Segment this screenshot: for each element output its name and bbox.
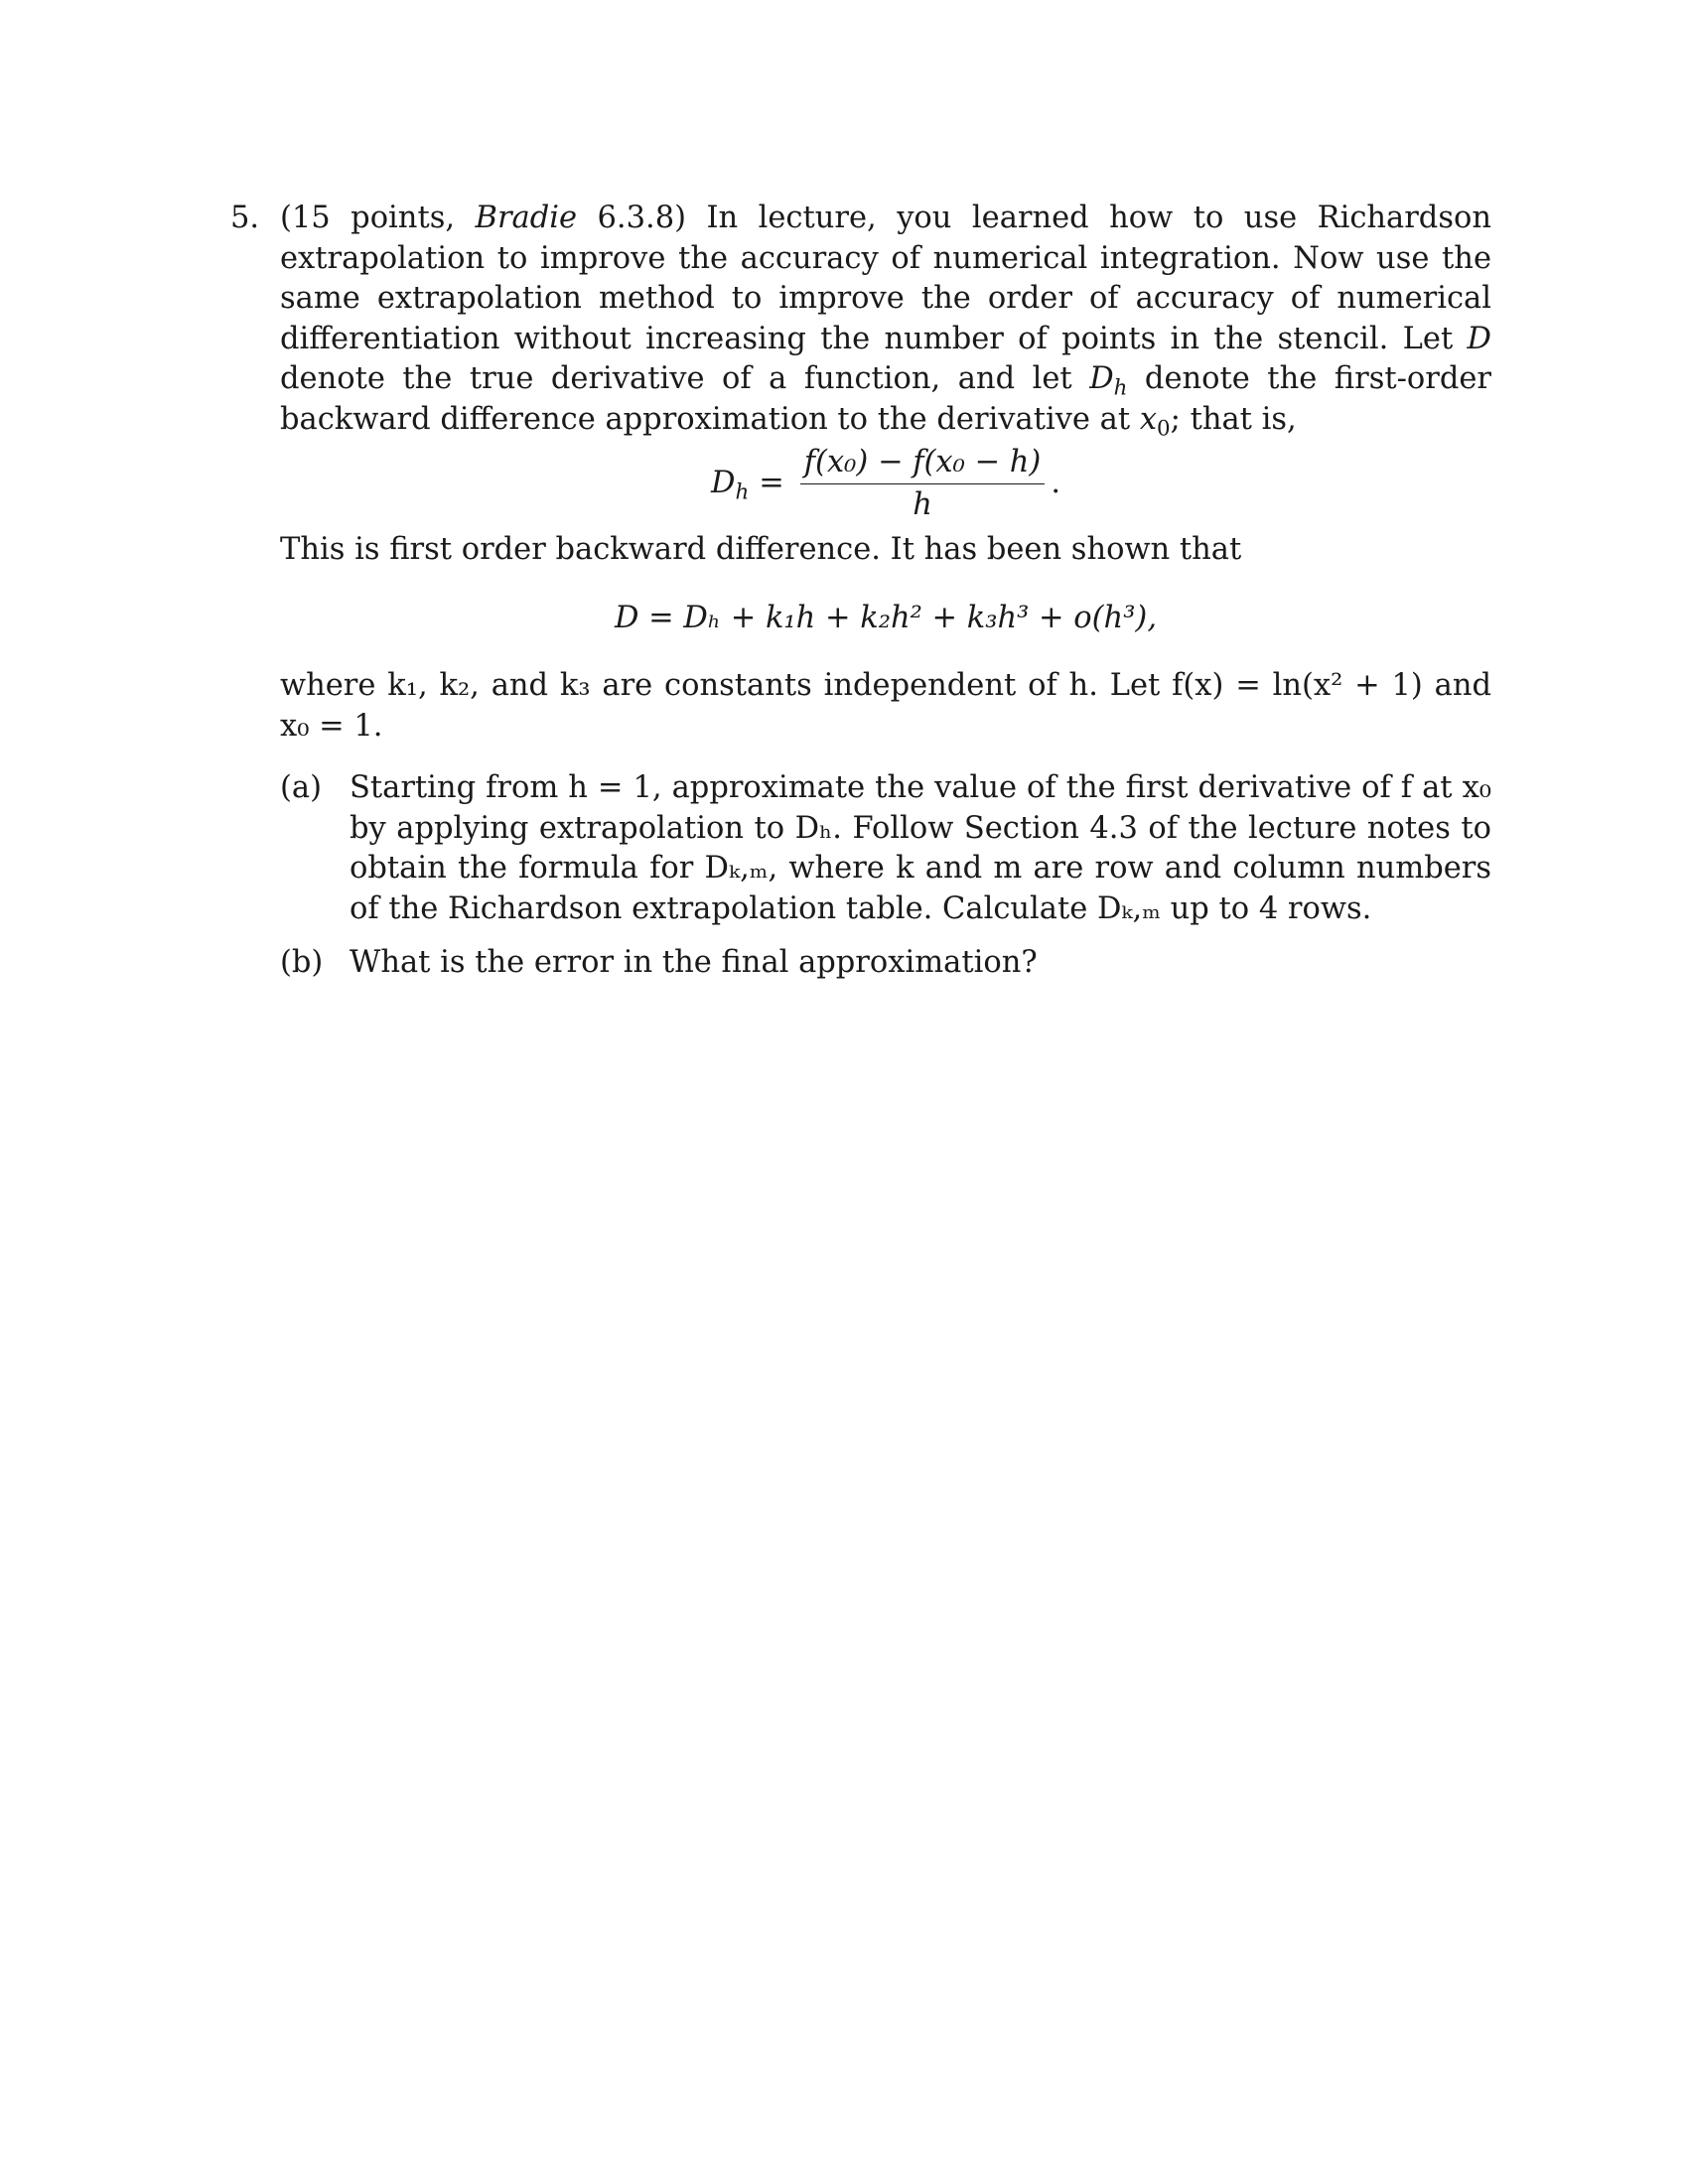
sentence-6: where k₁, k₂, and k₃ are constants independent of h. Let f(x) = ln(x² + 1) and x₀ = 1.	[280, 668, 1491, 744]
problem-parts	[280, 768, 1491, 984]
sentence-3: denote the first-order backward difference approximation to the derivative at	[280, 361, 1492, 437]
problem-statement	[280, 199, 1491, 440]
intro-open: (15 points,	[280, 201, 476, 235]
formula-equals: =	[759, 466, 784, 501]
source-book: Bradie	[475, 201, 578, 235]
part-b	[280, 943, 1491, 984]
part-a-label: (a)	[280, 770, 322, 805]
formula-fraction	[800, 444, 1046, 524]
sentence-4: ; that is,	[1170, 401, 1297, 437]
part-b-label: (b)	[280, 945, 324, 980]
intro-ref: 6.3.8)	[577, 201, 687, 235]
part-a	[280, 768, 1491, 929]
problem-5	[230, 199, 1491, 998]
problem-number: 5.	[230, 201, 260, 235]
symbol-D: D	[1467, 321, 1491, 356]
formula-backward-difference	[280, 444, 1491, 524]
symbol-x0: $x_0$	[1139, 401, 1171, 441]
formula-error-expansion: D = Dₕ + k₁h + k₂h² + k₃h³ + o(h³),	[614, 600, 1158, 635]
fraction-numerator: f(x₀) − f(x₀ − h)	[800, 444, 1046, 484]
fraction-denominator: h	[913, 487, 932, 522]
sentence-5: This is first order backward difference. It has been shown that	[280, 532, 1242, 567]
formula-end-punct: .	[1051, 466, 1061, 501]
part-b-text: What is the error in the final approximation?	[350, 945, 1038, 980]
formula-lhs: $D_h$	[710, 466, 750, 505]
symbol-Dh: $D_h$	[1089, 361, 1128, 401]
part-a-text: Starting from h = 1, approximate the value of the first derivative of f at x₀ by applying extrapolation to Dₕ. Follow Section 4.3 of the lecture notes to obtain the formula for Dₖ,ₘ, where k and m are row and column numbers of the Richardson extrapolation table. Calculate Dₖ,ₘ up to 4 rows.	[350, 770, 1491, 926]
sentence-1: In lecture, you learned how to use Richardson extrapolation to improve the accuracy of numerical integration. Now use the same extrapolation method to improve the order of accuracy of numerical differentiation without increasing the number of points in the stencil. Let	[280, 201, 1491, 356]
sentence-2: denote the true derivative of a function, and let	[280, 361, 1090, 396]
